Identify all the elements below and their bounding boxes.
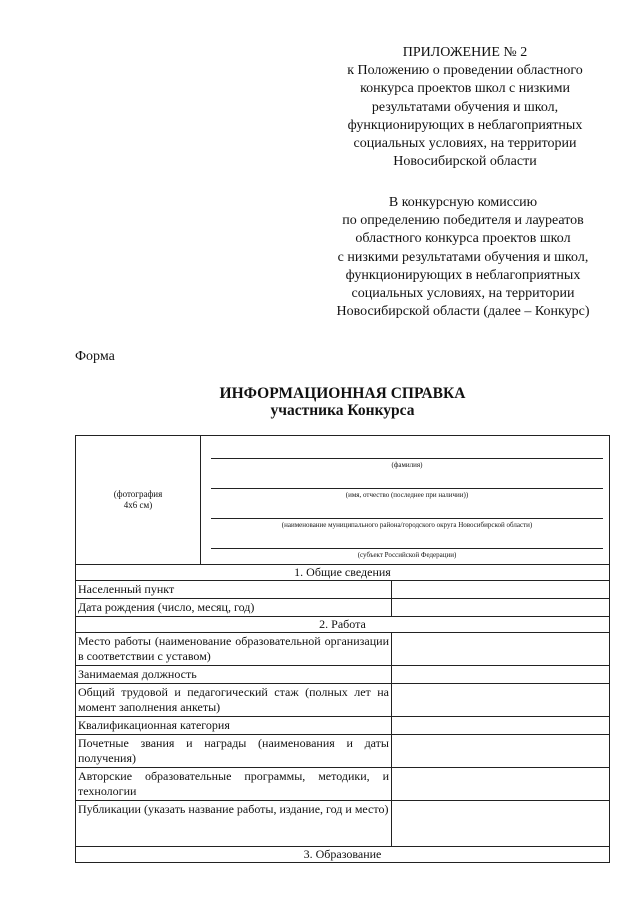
row-label: Занимаемая должность (76, 666, 392, 684)
table-row (76, 735, 610, 768)
addressee-line: Новосибирской области (далее – Конкурс) (336, 304, 590, 320)
section-title: 1. Общие сведения (76, 565, 610, 581)
title-line-2: участника Конкурса (270, 402, 415, 419)
personal-fields (201, 436, 610, 565)
row-label: Общий трудовой и педагогический стаж (полных лет на момент заполнения анкеты) (76, 684, 392, 717)
name-caption: (имя, отчество (последнее при наличии)) (345, 491, 469, 499)
row-label: Публикации (указать название работы, издание, год и место) (76, 801, 392, 847)
appendix-line: к Положению о проведении областного (347, 63, 583, 79)
table-row (76, 599, 610, 617)
district-caption: (наименование муниципального района/городского округа Новосибирской области) (281, 521, 533, 529)
form-label: Форма (75, 349, 115, 364)
document-title (75, 385, 610, 419)
row-label: Авторские образовательные программы, методики, и технологии (76, 768, 392, 801)
addressee-line: с низкими результатами обучения и школ, (337, 249, 589, 265)
appendix-line: социальных условиях, на территории (353, 136, 577, 152)
addressee-line: областного конкурса проектов школ (355, 231, 571, 247)
addressee-line: функционирующих в неблагоприятных (345, 267, 581, 283)
settlement-value[interactable] (392, 581, 610, 599)
table-row (76, 581, 610, 599)
row-label: Место работы (наименование образовательной организации в соответствии с уставом) (76, 633, 392, 666)
photo-caption: (фотография (113, 489, 163, 499)
workplace-value[interactable] (392, 633, 610, 666)
addressee-line: по определению победителя и лауреатов (342, 213, 584, 229)
table-row (76, 633, 610, 666)
row-label: Дата рождения (число, месяц, год) (76, 599, 392, 617)
awards-value[interactable] (392, 735, 610, 768)
section-title: 3. Образование (76, 847, 610, 863)
appendix-heading (330, 44, 600, 171)
experience-value[interactable] (392, 684, 610, 717)
surname-field[interactable] (211, 446, 603, 459)
appendix-line: результатами обучения и школ, (371, 99, 559, 115)
photo-box (76, 436, 201, 565)
addressee-line: социальных условиях, на территории (351, 286, 575, 302)
district-field[interactable] (211, 506, 603, 519)
info-form-table (75, 435, 610, 565)
appendix-line: функционирующих в неблагоприятных (347, 117, 583, 133)
surname-caption: (фамилия) (391, 461, 423, 469)
header-row (76, 436, 610, 565)
row-label: Квалификационная категория (76, 717, 392, 735)
position-value[interactable] (392, 666, 610, 684)
table-row (76, 684, 610, 717)
publications-value[interactable] (392, 801, 610, 847)
appendix-line: конкурса проектов школ с низкими (360, 81, 570, 97)
table-row (76, 768, 610, 801)
table-row (76, 717, 610, 735)
row-label: Населенный пункт (76, 581, 392, 599)
appendix-line: Новосибирской области (393, 154, 537, 170)
region-field[interactable] (211, 536, 603, 549)
region-caption: (субъект Российской Федерации) (357, 551, 457, 559)
photo-size: 4х6 см) (123, 500, 153, 510)
row-label: Почетные звания и награды (наименования и даты получения) (76, 735, 392, 768)
birthdate-value[interactable] (392, 599, 610, 617)
table-row (76, 666, 610, 684)
addressee-block (318, 194, 608, 321)
section-title: 2. Работа (76, 617, 610, 633)
info-form-body (75, 564, 610, 863)
table-row (76, 801, 610, 847)
programs-value[interactable] (392, 768, 610, 801)
title-line-1: ИНФОРМАЦИОННАЯ СПРАВКА (219, 385, 466, 402)
name-field[interactable] (211, 476, 603, 489)
appendix-line: ПРИЛОЖЕНИЕ № 2 (402, 45, 528, 60)
addressee-line: В конкурсную комиссию (388, 195, 538, 210)
category-value[interactable] (392, 717, 610, 735)
